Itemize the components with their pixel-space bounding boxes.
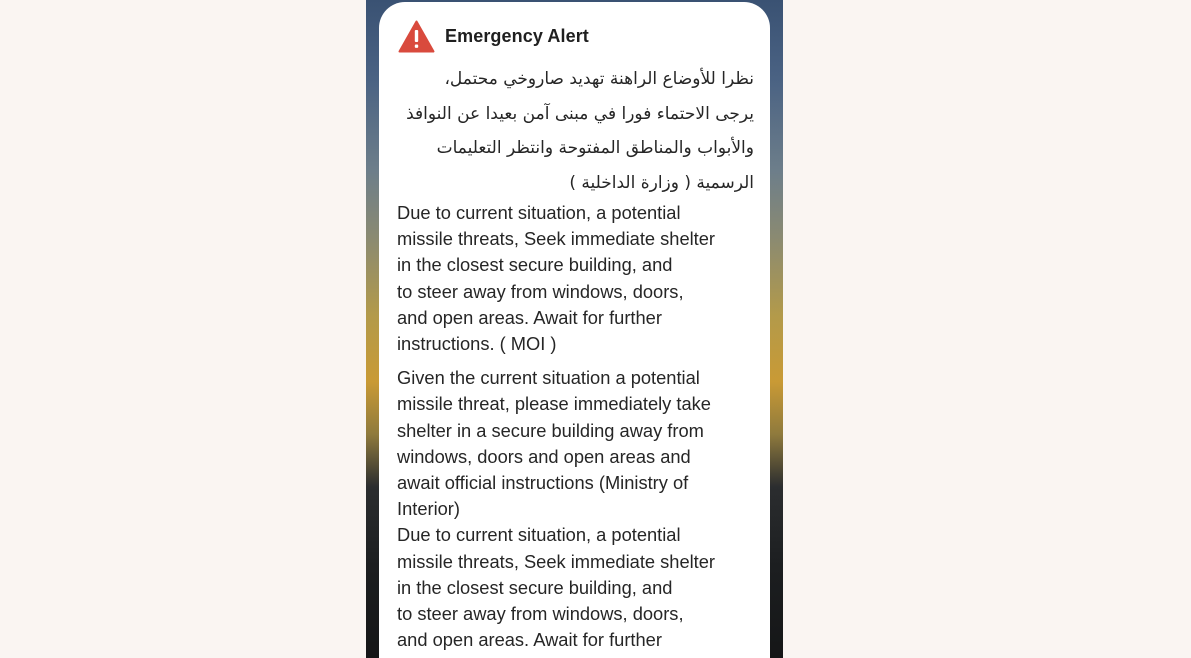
message-line: missile threat, please immediately take (397, 393, 711, 415)
message-line: missile threats, Seek immediate shelter (397, 550, 716, 572)
message-line: shelter in a secure building away from (397, 419, 704, 441)
arabic-line: والأبواب والمناطق المفتوحة وانتظر التعليمات (436, 138, 754, 158)
message-line: and open areas. Await for further (397, 306, 662, 328)
alert-message-arabic (397, 62, 754, 200)
message-line: and open areas. Await for further (397, 629, 662, 651)
phone-screen (366, 0, 783, 658)
message-line: to steer away from windows, doors, (397, 280, 684, 302)
message-line: missile threats, Seek immediate shelter (397, 228, 716, 250)
arabic-line: نظرا للأوضاع الراهنة تهديد صاروخي محتمل، (444, 69, 754, 89)
message-line: in the closest secure building, and (397, 576, 673, 598)
message-line: windows, doors and open areas and (397, 445, 691, 467)
alert-message-english-1 (397, 200, 752, 357)
message-line: Due to current situation, a potential (397, 202, 681, 223)
arabic-line: يرجى الاحتماء فورا في مبنى آمن بعيدا عن النوافذ (406, 103, 754, 124)
alert-message-english-3 (397, 522, 752, 653)
message-line: await official instructions (Ministry of (397, 472, 689, 494)
message-line: Interior) (397, 498, 460, 520)
alert-title: Emergency Alert (445, 25, 589, 46)
message-line: to steer away from windows, doors, (397, 603, 684, 625)
alert-message-english-2 (397, 365, 752, 522)
message-line: instructions. ( MOI ) (397, 333, 557, 355)
warning-triangle-icon (398, 20, 435, 53)
emergency-alert-card[interactable] (379, 2, 770, 658)
message-line: Given the current situation a potential (397, 367, 700, 389)
message-line: Due to current situation, a potential (397, 524, 681, 546)
arabic-line: الرسمية ( وزارة الداخلية ) (569, 172, 754, 193)
message-line: in the closest secure building, and (397, 254, 673, 276)
alert-header (398, 18, 752, 54)
